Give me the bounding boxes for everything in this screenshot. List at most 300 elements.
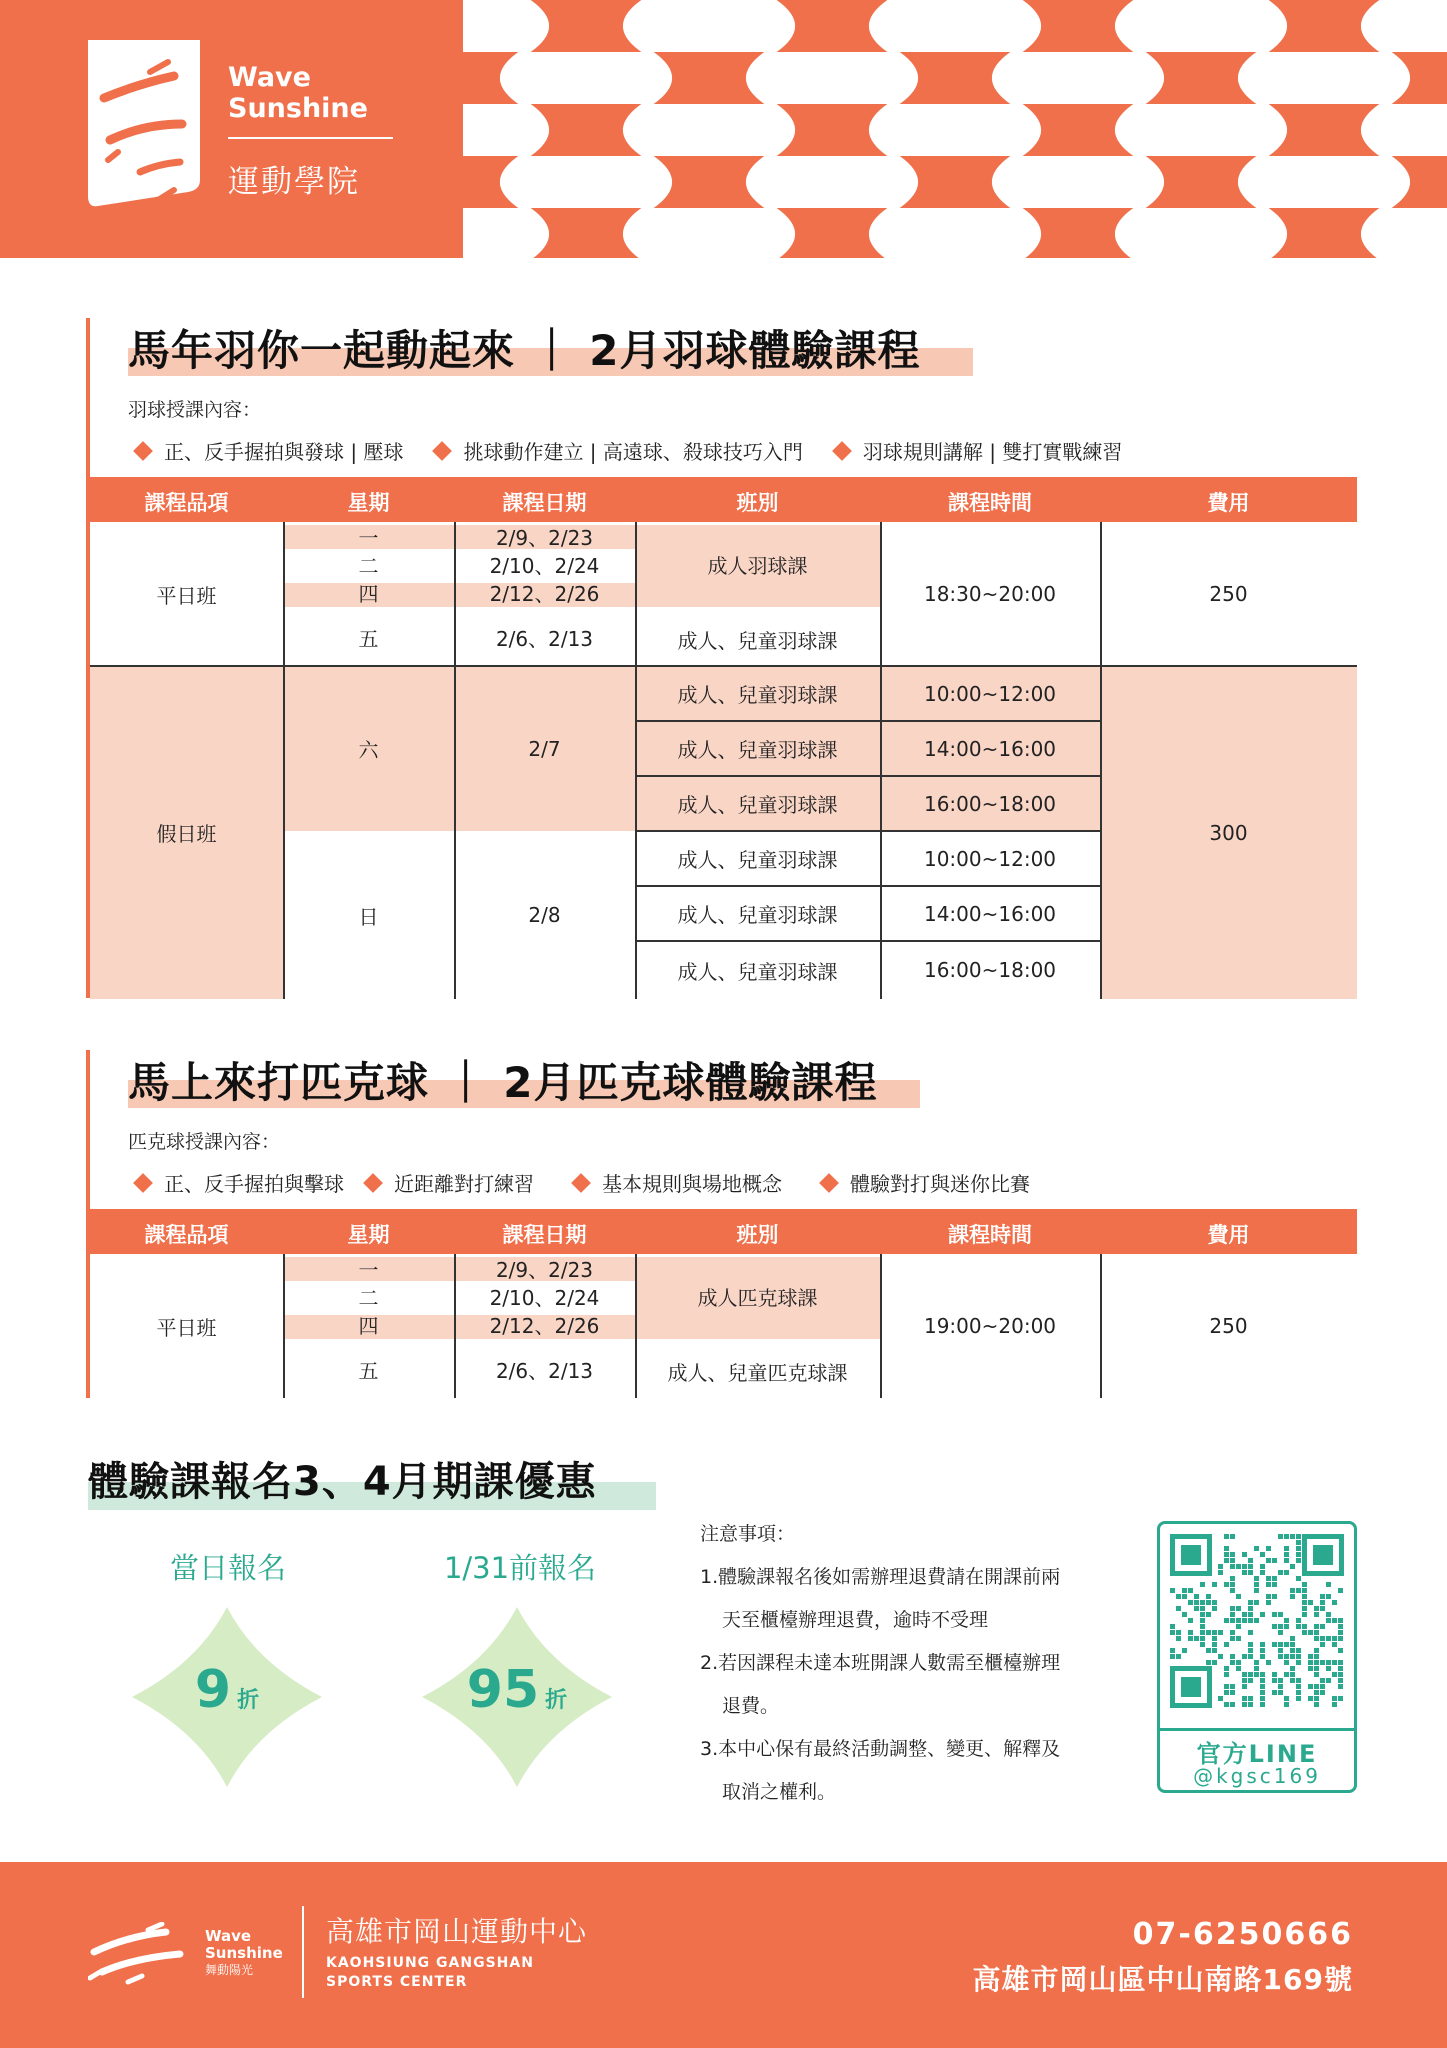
qr-module <box>1230 1582 1235 1587</box>
qr-module <box>1242 1612 1247 1617</box>
qr-module <box>1296 1540 1301 1545</box>
time-cell: 16:00~18:00 <box>923 791 1057 816</box>
pattern-tile <box>1201 208 1287 258</box>
header-cell: 課程時間 <box>948 1223 1032 1247</box>
qr-module <box>1320 1606 1325 1611</box>
qr-module <box>1278 1654 1283 1659</box>
qr-module <box>1260 1690 1265 1695</box>
pattern-tile <box>586 52 672 104</box>
center-name: 高雄市岡山運動中心 <box>326 1915 588 1948</box>
qr-module <box>1188 1588 1193 1593</box>
qr-module <box>1338 1630 1343 1635</box>
qr-module <box>1260 1564 1265 1569</box>
offer1-discount: 9 折 <box>194 1660 260 1720</box>
qr-module <box>1284 1696 1289 1701</box>
qr-module <box>1200 1600 1205 1605</box>
qr-module <box>1248 1618 1253 1623</box>
bullet-item: 挑球動作建立 | 高遠球、殺球技巧入門 <box>435 436 802 465</box>
offer2-discount: 95 折 <box>466 1660 568 1720</box>
qr-module <box>1326 1678 1331 1683</box>
qr-module <box>1314 1648 1319 1653</box>
qr-module <box>1170 1654 1175 1659</box>
qr-module <box>1194 1636 1199 1641</box>
qr-module <box>1296 1678 1301 1683</box>
qr-module <box>1314 1630 1319 1635</box>
qr-module <box>1314 1654 1319 1659</box>
qr-module <box>1206 1600 1211 1605</box>
qr-module <box>1290 1588 1295 1593</box>
pattern-tile <box>709 208 795 258</box>
brand-logo-shield <box>88 40 200 212</box>
qr-module <box>1284 1660 1289 1665</box>
wave-pattern <box>463 0 1447 258</box>
qr-module <box>1338 1648 1343 1653</box>
pattern-tile <box>746 156 832 208</box>
qr-module <box>1272 1642 1277 1647</box>
qr-module <box>1248 1612 1253 1617</box>
fee-cell: 250 <box>1209 582 1248 606</box>
qr-module <box>1302 1588 1307 1593</box>
qr-module <box>1230 1558 1235 1563</box>
qr-module <box>1194 1606 1199 1611</box>
pattern-tile <box>1238 156 1324 208</box>
qr-module <box>1332 1618 1337 1623</box>
qr-module <box>1272 1594 1277 1599</box>
qr-module <box>1248 1606 1253 1611</box>
date-cell: 2/12、2/26 <box>489 1313 600 1338</box>
qr-module <box>1320 1678 1325 1683</box>
badminton-table <box>90 477 1357 999</box>
pattern-tile <box>869 208 955 258</box>
qr-module <box>1296 1654 1301 1659</box>
qr-module <box>1224 1690 1229 1695</box>
qr-module <box>1326 1618 1331 1623</box>
grid-line <box>635 720 1100 722</box>
qr-module <box>1284 1702 1289 1707</box>
qr-module <box>1296 1624 1301 1629</box>
day-cell: 二 <box>358 1285 379 1310</box>
qr-module <box>1260 1570 1265 1575</box>
qr-module <box>1332 1642 1337 1647</box>
qr-module <box>1242 1684 1247 1689</box>
qr-module <box>1212 1642 1217 1647</box>
qr-module <box>1326 1582 1331 1587</box>
qr-module <box>1284 1558 1289 1563</box>
diamond-bullet-icon <box>571 1173 591 1193</box>
qr-module <box>1254 1660 1259 1665</box>
qr-module <box>1236 1666 1241 1671</box>
qr-module <box>1212 1630 1217 1635</box>
qr-module <box>1230 1618 1235 1623</box>
qr-module <box>1224 1582 1229 1587</box>
qr-module <box>1242 1678 1247 1683</box>
date-cell: 2/6、2/13 <box>495 1358 594 1383</box>
qr-module <box>1332 1600 1337 1605</box>
qr-module <box>1230 1534 1235 1539</box>
qr-module <box>1308 1654 1313 1659</box>
qr-module <box>1314 1660 1319 1665</box>
qr-module <box>1266 1582 1271 1587</box>
qr-module <box>1308 1630 1313 1635</box>
day-cell: 四 <box>358 1313 379 1338</box>
qr-module <box>1326 1612 1331 1617</box>
qr-module <box>1326 1594 1331 1599</box>
qr-module <box>1206 1630 1211 1635</box>
qr-module <box>1212 1606 1217 1611</box>
qr-module <box>1254 1666 1259 1671</box>
qr-module <box>1224 1684 1229 1689</box>
qr-module <box>1224 1552 1229 1557</box>
brand-name-zh: 運動學院 <box>228 164 360 200</box>
offer1-label: 當日報名 <box>169 1551 286 1585</box>
badminton-title: 馬年羽你一起動起來 ｜ 2月羽球體驗課程 <box>128 326 921 375</box>
category-cell: 平日班 <box>156 583 217 608</box>
pattern-tile <box>463 104 549 156</box>
qr-module <box>1230 1660 1235 1665</box>
qr-module <box>1212 1582 1217 1587</box>
qr-module <box>1242 1618 1247 1623</box>
qr-divider <box>1160 1728 1354 1731</box>
qr-label: 官方LINE <box>1196 1740 1318 1768</box>
grid-line <box>635 830 1100 832</box>
qr-module <box>1296 1534 1301 1539</box>
qr-module <box>1278 1642 1283 1647</box>
qr-module <box>1230 1690 1235 1695</box>
center-name-en: KAOHSIUNG GANGSHAN SPORTS CENTER <box>326 1955 534 1990</box>
qr-module <box>1314 1666 1319 1671</box>
category-cell: 假日班 <box>156 822 217 846</box>
qr-module <box>1254 1576 1259 1581</box>
grid-line <box>1100 522 1102 999</box>
day-cell: 五 <box>358 626 379 651</box>
qr-module <box>1296 1546 1301 1551</box>
qr-module <box>1272 1558 1277 1563</box>
pattern-tile <box>869 0 955 52</box>
pattern-tile <box>1361 104 1447 156</box>
table-header-row <box>90 477 1357 522</box>
qr-module <box>1170 1648 1175 1653</box>
grid-line <box>880 1254 882 1398</box>
qr-module <box>1284 1654 1289 1659</box>
day-cell: 六 <box>358 738 379 762</box>
qr-module <box>1338 1684 1343 1689</box>
qr-module <box>1314 1636 1319 1641</box>
qr-module <box>1326 1660 1331 1665</box>
pattern-tile <box>869 104 955 156</box>
pattern-tile <box>623 208 709 258</box>
note-line: 2.若因課程未達本班開課人數需至櫃檯辦理 <box>700 1652 1061 1674</box>
qr-module <box>1278 1624 1283 1629</box>
diamond-bullet-icon <box>363 1173 383 1193</box>
qr-module <box>1248 1558 1253 1563</box>
qr-module <box>1278 1690 1283 1695</box>
qr-module <box>1260 1612 1265 1617</box>
qr-module <box>1320 1636 1325 1641</box>
qr-module <box>1332 1636 1337 1641</box>
qr-module <box>1284 1618 1289 1623</box>
bullet-item: 羽球規則講解 | 雙打實戰練習 <box>835 436 1122 465</box>
qr-finder <box>1313 1545 1333 1565</box>
qr-module <box>1278 1630 1283 1635</box>
qr-module <box>1182 1588 1187 1593</box>
pattern-tile <box>709 0 795 52</box>
note-line: 取消之權利。 <box>722 1781 837 1803</box>
badminton-bullets <box>136 436 1122 465</box>
qr-module <box>1266 1576 1271 1581</box>
qr-module <box>1242 1564 1247 1569</box>
qr-module <box>1266 1558 1271 1563</box>
pattern-tile <box>1201 0 1287 52</box>
qr-module <box>1230 1630 1235 1635</box>
qr-module <box>1260 1552 1265 1557</box>
day-cell: 四 <box>358 581 379 606</box>
grid-line <box>283 1254 285 1398</box>
note-line: 天至櫃檯辦理退費，逾時不受理 <box>722 1609 989 1631</box>
qr-module <box>1218 1654 1223 1659</box>
qr-module <box>1182 1648 1187 1653</box>
qr-module <box>1248 1672 1253 1677</box>
qr-module <box>1260 1642 1265 1647</box>
qr-module <box>1230 1612 1235 1617</box>
qr-module <box>1254 1582 1259 1587</box>
date-cell: 2/10、2/24 <box>489 1285 600 1310</box>
pattern-tile <box>746 52 832 104</box>
qr-module <box>1200 1624 1205 1629</box>
footer-logo-text: Wave Sunshine 舞動陽光 <box>205 1927 283 1977</box>
qr-module <box>1248 1564 1253 1569</box>
qr-module <box>1296 1576 1301 1581</box>
qr-module <box>1212 1636 1217 1641</box>
fee-cell: 250 <box>1209 1314 1248 1338</box>
qr-module <box>1188 1630 1193 1635</box>
day-cell: 日 <box>358 904 379 929</box>
diamond-bullet-icon <box>133 441 153 461</box>
day-cell: 一 <box>358 525 379 550</box>
qr-module <box>1308 1600 1313 1605</box>
table-header-row <box>90 1209 1357 1254</box>
qr-module <box>1290 1642 1295 1647</box>
qr-module <box>1224 1558 1229 1563</box>
qr-module <box>1242 1696 1247 1701</box>
pattern-tile <box>586 156 672 208</box>
pattern-tile <box>500 52 586 104</box>
qr-module <box>1338 1666 1343 1671</box>
qr-module <box>1236 1660 1241 1665</box>
pattern-tile <box>1115 208 1201 258</box>
qr-module <box>1260 1678 1265 1683</box>
qr-module <box>1200 1582 1205 1587</box>
date-cell: 2/7 <box>528 736 561 761</box>
qr-module <box>1218 1696 1223 1701</box>
qr-module <box>1302 1594 1307 1599</box>
qr-module <box>1236 1594 1241 1599</box>
qr-module <box>1230 1702 1235 1707</box>
qr-module <box>1206 1660 1211 1665</box>
pattern-tile <box>1115 0 1201 52</box>
qr-module <box>1224 1672 1229 1677</box>
qr-module <box>1194 1594 1199 1599</box>
qr-module <box>1290 1534 1295 1539</box>
qr-module <box>1260 1648 1265 1653</box>
time-cell: 14:00~16:00 <box>923 736 1057 761</box>
line-qr-card[interactable] <box>1157 1521 1357 1793</box>
header-cell: 課程品項 <box>144 1223 229 1247</box>
qr-module <box>1332 1696 1337 1701</box>
date-cell: 2/9、2/23 <box>495 1257 594 1282</box>
pattern-tile <box>709 104 795 156</box>
phone-number[interactable]: 07-6250666 <box>1132 1917 1353 1952</box>
qr-module <box>1296 1558 1301 1563</box>
grid-line <box>635 940 1100 942</box>
qr-module <box>1206 1594 1211 1599</box>
qr-module <box>1290 1672 1295 1677</box>
notes-title: 注意事項： <box>700 1523 796 1545</box>
grid-line <box>283 522 285 999</box>
qr-module <box>1308 1684 1313 1689</box>
qr-module <box>1284 1624 1289 1629</box>
bullet-item: 正、反手握拍與擊球 <box>136 1168 344 1197</box>
header-cell: 星期 <box>347 1223 390 1247</box>
qr-module <box>1296 1696 1301 1701</box>
qr-module <box>1218 1630 1223 1635</box>
qr-module <box>1248 1630 1253 1635</box>
qr-module <box>1284 1546 1289 1551</box>
pattern-tile <box>1238 52 1324 104</box>
qr-module <box>1314 1624 1319 1629</box>
qr-module <box>1230 1576 1235 1581</box>
qr-code-icon <box>1170 1534 1344 1708</box>
day-cell: 一 <box>358 1257 379 1282</box>
qr-module <box>1302 1624 1307 1629</box>
qr-module <box>1296 1684 1301 1689</box>
qr-module <box>1314 1702 1319 1707</box>
grid-line <box>880 522 882 999</box>
qr-module <box>1332 1660 1337 1665</box>
pickleball-title: 馬上來打匹克球 ｜ 2月匹克球體驗課程 <box>128 1058 878 1107</box>
header-cell: 課程品項 <box>144 491 229 515</box>
class-cell: 成人、兒童羽球課 <box>677 683 838 707</box>
header-cell: 課程時間 <box>948 491 1032 515</box>
qr-module <box>1278 1534 1283 1539</box>
qr-module <box>1206 1612 1211 1617</box>
qr-module <box>1284 1672 1289 1677</box>
pattern-tile <box>992 52 1078 104</box>
qr-module <box>1176 1630 1181 1635</box>
pattern-tile <box>623 104 709 156</box>
pattern-tile <box>1078 156 1164 208</box>
qr-module <box>1314 1606 1319 1611</box>
bullet-item: 正、反手握拍與發球 | 壓球 <box>136 436 403 465</box>
class-cell: 成人、兒童匹克球課 <box>667 1360 848 1385</box>
note-line: 1.體驗課報名後如需辦理退費請在開課前兩 <box>700 1566 1061 1588</box>
qr-module <box>1308 1696 1313 1701</box>
grid-line <box>635 1254 637 1398</box>
qr-module <box>1254 1672 1259 1677</box>
qr-module <box>1266 1660 1271 1665</box>
offer2-label: 1/31前報名 <box>443 1551 597 1585</box>
category-cell: 平日班 <box>156 1315 217 1340</box>
qr-module <box>1272 1612 1277 1617</box>
qr-module <box>1320 1642 1325 1647</box>
qr-module <box>1236 1636 1241 1641</box>
qr-module <box>1248 1600 1253 1605</box>
qr-module <box>1224 1702 1229 1707</box>
pattern-tile <box>955 0 1041 52</box>
qr-module <box>1194 1600 1199 1605</box>
qr-module <box>1314 1690 1319 1695</box>
pickleball-table <box>90 1209 1357 1398</box>
qr-module <box>1302 1630 1307 1635</box>
qr-module <box>1212 1600 1217 1605</box>
header-cell: 班別 <box>736 1223 779 1247</box>
class-cell: 成人、兒童羽球課 <box>677 848 838 872</box>
qr-module <box>1290 1648 1295 1653</box>
qr-module <box>1308 1660 1313 1665</box>
brand-name-en: Wave Sunshine <box>228 62 368 124</box>
footer-divider <box>302 1906 304 1998</box>
address: 高雄市岡山區中山南路169號 <box>972 1963 1353 1996</box>
qr-module <box>1170 1630 1175 1635</box>
qr-module <box>1296 1588 1301 1593</box>
grid-line <box>454 522 456 999</box>
qr-module <box>1248 1642 1253 1647</box>
qr-module <box>1326 1636 1331 1641</box>
qr-module <box>1272 1576 1277 1581</box>
qr-module <box>1338 1618 1343 1623</box>
qr-module <box>1254 1600 1259 1605</box>
qr-module <box>1242 1570 1247 1575</box>
qr-module <box>1176 1654 1181 1659</box>
promo-title: 體驗課報名3、4月期課優惠 <box>88 1459 597 1505</box>
qr-module <box>1278 1684 1283 1689</box>
qr-module <box>1206 1648 1211 1653</box>
pattern-tile <box>1361 208 1447 258</box>
qr-module <box>1266 1546 1271 1551</box>
qr-module <box>1248 1702 1253 1707</box>
qr-module <box>1254 1588 1259 1593</box>
qr-module <box>1260 1684 1265 1689</box>
grid-line <box>635 522 637 999</box>
qr-module <box>1338 1678 1343 1683</box>
grid-line <box>90 665 1357 667</box>
qr-module <box>1188 1600 1193 1605</box>
pattern-tile <box>500 156 586 208</box>
pickleball-content-label: 匹克球授課內容： <box>128 1131 281 1153</box>
fee-cell: 300 <box>1209 820 1248 845</box>
qr-module <box>1290 1636 1295 1641</box>
qr-module <box>1242 1654 1247 1659</box>
pattern-tile <box>463 0 549 52</box>
qr-module <box>1260 1702 1265 1707</box>
qr-module <box>1302 1612 1307 1617</box>
qr-module <box>1248 1648 1253 1653</box>
qr-module <box>1314 1612 1319 1617</box>
header-cell: 課程日期 <box>502 491 587 515</box>
qr-module <box>1278 1570 1283 1575</box>
qr-module <box>1302 1582 1307 1587</box>
class-cell: 成人、兒童羽球課 <box>677 959 838 984</box>
pattern-tile <box>623 0 709 52</box>
qr-module <box>1338 1588 1343 1593</box>
bullet-item: 基本規則與場地概念 <box>574 1168 782 1197</box>
qr-module <box>1320 1660 1325 1665</box>
date-cell: 2/9、2/23 <box>495 525 594 550</box>
qr-module <box>1338 1636 1343 1641</box>
day-cell: 五 <box>358 1358 379 1383</box>
qr-module <box>1248 1696 1253 1701</box>
diamond-bullet-icon <box>819 1173 839 1193</box>
qr-module <box>1170 1588 1175 1593</box>
